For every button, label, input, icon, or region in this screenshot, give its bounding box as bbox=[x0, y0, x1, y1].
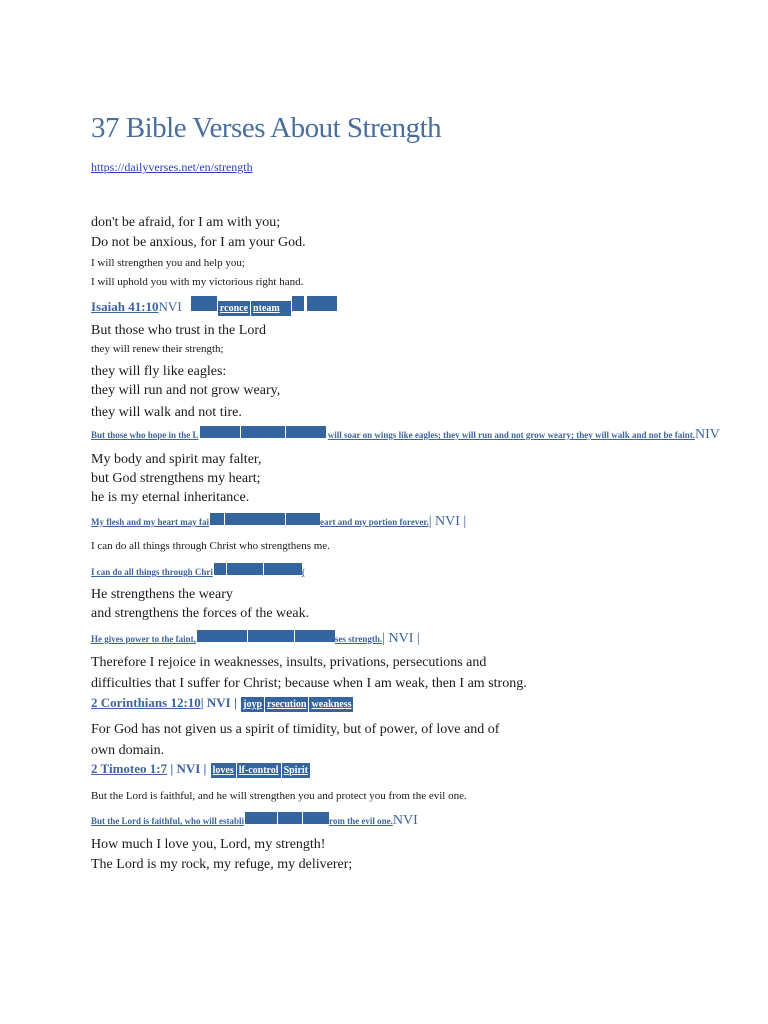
source-link[interactable]: https://dailyverses.net/en/strength bbox=[91, 160, 253, 174]
verse-reference bbox=[91, 762, 310, 778]
verse-reference bbox=[91, 296, 337, 316]
reference-link[interactable]: eart and my portion forever. bbox=[320, 517, 429, 527]
version-label: | NVI | bbox=[428, 514, 467, 529]
reference-link[interactable]: My flesh and my heart may fai bbox=[91, 517, 209, 527]
version-label: NIV bbox=[694, 427, 720, 442]
verse-line: own domain. bbox=[91, 743, 165, 758]
reference-link[interactable]: I can do all things through Chri bbox=[91, 567, 213, 577]
topic-tag[interactable] bbox=[248, 630, 294, 642]
version-label: | NVI | bbox=[170, 761, 207, 776]
verse-line: Therefore I rejoice in weaknesses, insults, privations, persecutions and bbox=[91, 655, 487, 670]
topic-tag[interactable] bbox=[292, 296, 304, 311]
verse-line: He strengthens the weary bbox=[91, 587, 233, 602]
verse-reference bbox=[91, 563, 305, 577]
verse-line: Do not be anxious, for I am your God. bbox=[91, 235, 306, 250]
version-label: NVI bbox=[158, 299, 182, 314]
topic-tag[interactable] bbox=[303, 812, 329, 824]
reference-link[interactable]: ( bbox=[301, 567, 305, 577]
verse-line: The Lord is my rock, my refuge, my deliverer; bbox=[91, 857, 353, 872]
topic-tag[interactable] bbox=[241, 426, 285, 438]
version-label: | NVI | bbox=[200, 695, 237, 710]
verse-line: But those who trust in the Lord bbox=[91, 323, 266, 338]
topic-tag[interactable] bbox=[197, 630, 247, 642]
topic-tag[interactable]: nteam bbox=[251, 301, 291, 316]
page-title: 37 Bible Verses About Strength bbox=[91, 112, 442, 144]
reference-link[interactable]: 2 Timoteo 1:7 bbox=[91, 761, 168, 776]
verse-reference bbox=[91, 696, 353, 712]
verse-line: difficulties that I suffer for Christ; because when I am weak, then I am strong. bbox=[91, 676, 527, 691]
topic-tag[interactable]: loves bbox=[212, 765, 234, 776]
topic-tag[interactable] bbox=[210, 513, 224, 525]
topic-tag[interactable] bbox=[295, 630, 335, 642]
topic-tag[interactable]: rconce bbox=[219, 303, 249, 314]
verse-line: he is my eternal inheritance. bbox=[91, 490, 250, 505]
topic-tag[interactable] bbox=[286, 513, 320, 525]
reference-link[interactable]: will soar on wings like eagles; they will run and not grow weary; they will walk and not be faint. bbox=[327, 430, 695, 440]
verse-line: and strengthens the forces of the weak. bbox=[91, 606, 310, 621]
verse-line: they will run and not grow weary, bbox=[91, 383, 281, 398]
topic-tag[interactable]: joyp bbox=[243, 699, 263, 710]
topic-tag[interactable]: Spirit bbox=[283, 765, 309, 776]
verse-line: I will uphold you with my victorious right hand. bbox=[91, 276, 304, 288]
reference-link[interactable]: ses strength. bbox=[334, 634, 383, 644]
topic-tag[interactable]: rsecution bbox=[267, 699, 307, 710]
topic-tag[interactable] bbox=[214, 563, 226, 575]
topic-tag[interactable] bbox=[225, 513, 285, 525]
version-label: | NVI | bbox=[382, 631, 420, 646]
reference-link[interactable]: 2 Corinthians 12:10 bbox=[91, 695, 201, 710]
topic-tag[interactable] bbox=[200, 426, 240, 438]
verse-reference bbox=[91, 513, 466, 529]
verse-line: I will strengthen you and help you; bbox=[91, 257, 245, 269]
verse-line: For God has not given us a spirit of timidity, but of power, of love and of bbox=[91, 722, 500, 737]
verse-line: I can do all things through Christ who strengthens me. bbox=[91, 540, 330, 552]
verse-line: but God strengthens my heart; bbox=[91, 471, 261, 486]
version-label: NVI bbox=[392, 813, 418, 828]
topic-tag[interactable] bbox=[278, 812, 302, 824]
verse-reference bbox=[91, 812, 418, 828]
topic-tag[interactable]: lf-control bbox=[238, 765, 279, 776]
verse-reference bbox=[91, 426, 720, 442]
verse-line: My body and spirit may falter, bbox=[91, 452, 262, 467]
verse-line: don't be afraid, for I am with you; bbox=[91, 215, 281, 230]
reference-link[interactable]: But the Lord is faithful, who will establi bbox=[91, 816, 245, 826]
verse-reference bbox=[91, 630, 420, 646]
topic-tag[interactable] bbox=[245, 812, 277, 824]
topic-tag[interactable] bbox=[191, 296, 217, 311]
verse-line: How much I love you, Lord, my strength! bbox=[91, 837, 326, 852]
verse-line: But the Lord is faithful, and he will strengthen you and protect you from the evil one. bbox=[91, 790, 467, 802]
verse-line: they will renew their strength; bbox=[91, 343, 224, 355]
topic-tag[interactable]: weakness bbox=[311, 699, 352, 710]
topic-tag[interactable] bbox=[307, 296, 337, 311]
reference-link[interactable]: Isaiah 41:10 bbox=[91, 299, 159, 314]
verse-line: they will walk and not tire. bbox=[91, 405, 242, 420]
verse-line: they will fly like eagles: bbox=[91, 364, 227, 379]
reference-link[interactable]: But those who hope in the L bbox=[91, 430, 199, 440]
topic-tag[interactable] bbox=[286, 426, 326, 438]
reference-link[interactable]: He gives power to the faint, bbox=[91, 634, 196, 644]
reference-link[interactable]: rom the evil one. bbox=[329, 816, 393, 826]
topic-tag[interactable] bbox=[227, 563, 263, 575]
topic-tag[interactable] bbox=[264, 563, 302, 575]
